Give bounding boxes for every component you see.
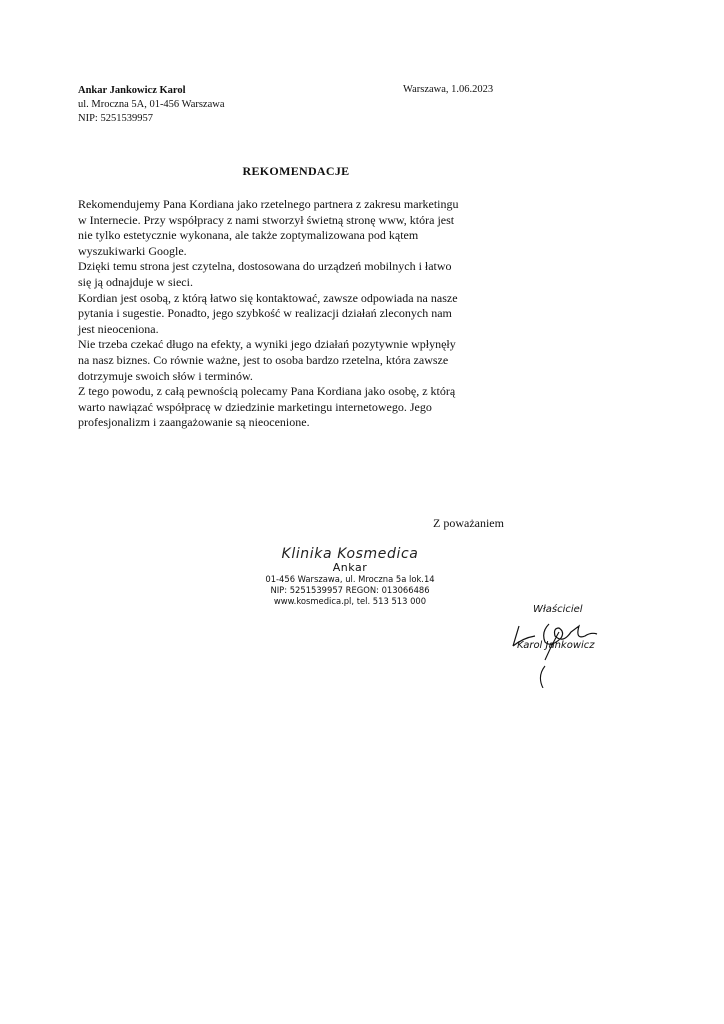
- signature-role: Właściciel: [533, 604, 583, 615]
- body-line: jest nieoceniona.: [78, 321, 159, 336]
- sender-nip: NIP: 5251539957: [78, 113, 153, 124]
- body-line: w Internecie. Przy współpracy z nami stworzył świetną stronę www, która jest: [78, 212, 455, 227]
- stamp-ids: NIP: 5251539957 REGON: 013066486: [270, 585, 430, 595]
- sender-name: Ankar Jankowicz Karol: [78, 85, 186, 96]
- body-line: pytania i sugestie. Ponadto, jego szybkość w realizacji działań zleconych nam: [78, 306, 452, 321]
- body-line: dotrzymuje swoich słów i terminów.: [78, 368, 253, 383]
- sender-address: ul. Mroczna 5A, 01-456 Warszawa: [78, 99, 225, 110]
- signature-person: Karol Jankowicz: [517, 640, 595, 651]
- body-line: warto nawiązać współpracę w dziedzinie marketingu internetowego. Jego: [78, 399, 432, 414]
- body-line: wyszukiwarki Google.: [78, 243, 187, 258]
- body-line: Nie trzeba czekać długo na efekty, a wyniki jego działań pozytywnie wpłynęły: [78, 337, 456, 352]
- body-line: się ją odnajduje w sieci.: [78, 274, 193, 289]
- stamp-address: 01-456 Warszawa, ul. Mroczna 5a lok.14: [265, 574, 435, 584]
- body-line: na nasz biznes. Co równie ważne, jest to osoba bardzo rzetelna, która zawsze: [78, 352, 449, 367]
- sender-block: [78, 84, 225, 126]
- stamp-contact: www.kosmedica.pl, tel. 513 513 000: [273, 596, 427, 606]
- letter-date: Warszawa, 1.06.2023: [403, 84, 494, 95]
- body-line: profesjonalizm i zaangażowanie są nieocenione.: [78, 415, 310, 430]
- letter-title-row: [0, 164, 724, 179]
- signature-stamp: [505, 602, 625, 688]
- letter-title: REKOMENDACJE: [242, 164, 350, 178]
- company-stamp: [252, 546, 448, 607]
- letter-body: [78, 197, 538, 431]
- body-line: Dzięki temu strona jest czytelna, dostosowana do urządzeń mobilnych i łatwo: [78, 259, 452, 274]
- body-line: nie tylko estetycznie wykonana, ale także zoptymalizowana pod kątem: [78, 228, 419, 243]
- body-line: Z tego powodu, z całą pewnością polecamy Pana Kordiana jako osobę, z którą: [78, 384, 456, 399]
- closing-phrase: Z poważaniem: [433, 516, 504, 530]
- body-line: Rekomendujemy Pana Kordiana jako rzetelnego partnera z zakresu marketingu: [78, 197, 459, 211]
- stamp-company-name: Klinika Kosmedica: [281, 546, 419, 562]
- body-line: Kordian jest osobą, z którą łatwo się kontaktować, zawsze odpowiada na nasze: [78, 290, 458, 305]
- stamp-subtitle: Ankar: [332, 561, 368, 574]
